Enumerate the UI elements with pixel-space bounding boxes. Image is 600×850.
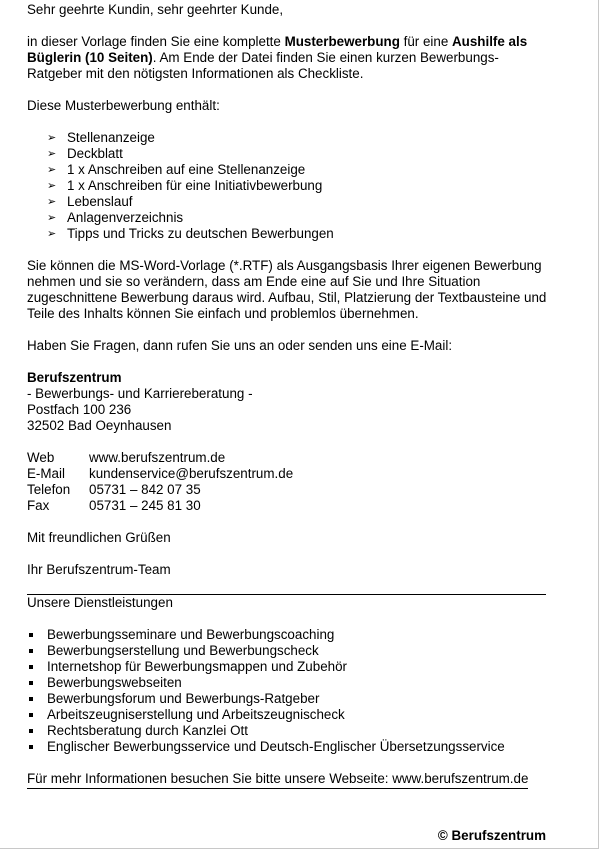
greeting: Sehr geehrte Kundin, sehr geehrter Kunde,	[27, 2, 284, 17]
company-name: Berufszentrum	[27, 370, 122, 385]
company-city: 32502 Bad Oeynhausen	[27, 418, 172, 433]
contents-list	[27, 130, 547, 242]
square-bullet-icon	[29, 649, 33, 653]
signature: Ihr Berufszentrum-Team	[27, 562, 171, 577]
contact-fax: 05731 – 245 81 30	[89, 498, 201, 513]
arrow-bullet-icon: ➢	[47, 148, 57, 160]
list-item: ➢ Deckblatt	[47, 146, 123, 161]
services-list	[27, 627, 547, 755]
copyright-notice: © Berufszentrum	[437, 828, 546, 843]
arrow-bullet-icon: ➢	[47, 132, 57, 144]
square-bullet-icon	[29, 681, 33, 685]
square-bullet-icon	[29, 697, 33, 701]
usage-paragraph: Sie können die MS-Word-Vorlage (*.RTF) als Ausgangsbasis Ihrer eigenen Bewerbung nehmen und sie so verändern, dass am Ende eine auf Sie und Ihre Situation zugeschnittene Bewerbung daraus wird. Aufbau, Stil, Platzierung der Textbausteine und Teile des Inhalts können Sie einfach und problemlos übernehmen.	[27, 258, 547, 321]
square-bullet-icon	[29, 729, 33, 733]
list-item: Bewerbungsseminare und Bewerbungscoaching	[27, 627, 547, 643]
list-item: Internetshop für Bewerbungsmappen und Zubehör	[27, 659, 547, 675]
intro-text-3: . Am Ende der Datei finden Sie einen kurzen Bewerbungs-Ratgeber mit den nötigsten Informationen als Checkliste.	[27, 50, 499, 81]
list-item: Bewerbungserstellung und Bewerbungscheck	[27, 643, 547, 659]
list-item: Englischer Bewerbungsservice und Deutsch-Englischer Übersetzungsservice	[27, 739, 547, 755]
arrow-bullet-icon: ➢	[47, 228, 57, 240]
table-row	[27, 466, 293, 482]
contact-table	[27, 450, 293, 514]
list-item: ➢ 1 x Anschreiben auf eine Stellenanzeige	[47, 162, 306, 177]
square-bullet-icon	[29, 633, 33, 637]
services-heading: Unsere Dienstleistungen	[27, 595, 173, 610]
list-item: Bewerbungswebseiten	[27, 675, 547, 691]
arrow-bullet-icon: ➢	[47, 212, 57, 224]
list-item: ➢ 1 x Anschreiben für eine Initiativbewerbung	[47, 178, 323, 193]
intro-bold-2: Aushilfe als Büglerin (10 Seiten)	[27, 34, 528, 65]
contact-email[interactable]: kundenservice@berufszentrum.de	[89, 466, 294, 481]
arrow-bullet-icon: ➢	[47, 164, 57, 176]
intro-paragraph	[27, 34, 547, 82]
intro-text-2: für eine	[399, 34, 452, 49]
letter-body	[27, 2, 547, 789]
square-bullet-icon	[29, 713, 33, 717]
arrow-bullet-icon: ➢	[47, 196, 57, 208]
table-row	[27, 482, 293, 498]
list-item: ➢ Stellenanzeige	[47, 130, 155, 145]
list-item: Arbeitszeugniserstellung und Arbeitszeugnischeck	[27, 707, 547, 723]
more-info-line	[27, 771, 547, 789]
company-postbox: Postfach 100 236	[27, 402, 132, 417]
list-item: ➢ Tipps und Tricks zu deutschen Bewerbungen	[47, 226, 334, 241]
company-tagline: - Bewerbungs- und Karriereberatung -	[27, 386, 253, 401]
closing: Mit freundlichen Grüßen	[27, 530, 171, 545]
list-item: ➢ Anlagenverzeichnis	[47, 210, 184, 225]
list-item: ➢ Lebenslauf	[47, 194, 133, 209]
contents-heading: Diese Musterbewerbung enthält:	[27, 98, 220, 113]
arrow-bullet-icon: ➢	[47, 180, 57, 192]
list-item: Bewerbungsforum und Bewerbungs-Ratgeber	[27, 691, 547, 707]
contact-label: Web	[27, 450, 55, 465]
questions-paragraph: Haben Sie Fragen, dann rufen Sie uns an oder senden uns eine E-Mail:	[27, 338, 453, 353]
contact-label: E-Mail	[27, 466, 65, 481]
contact-label: Telefon	[27, 482, 71, 497]
table-row	[27, 450, 293, 466]
contact-phone: 05731 – 842 07 35	[89, 482, 201, 497]
square-bullet-icon	[29, 665, 33, 669]
intro-text-1: in dieser Vorlage finden Sie eine komplette	[27, 34, 285, 49]
contact-label: Fax	[27, 498, 50, 513]
list-item: Rechtsberatung durch Kanzlei Ott	[27, 723, 547, 739]
contact-web[interactable]: www.berufszentrum.de	[89, 450, 226, 465]
square-bullet-icon	[29, 745, 33, 749]
table-row	[27, 498, 293, 514]
intro-bold-1: Musterbewerbung	[284, 34, 400, 49]
more-info-link[interactable]: Für mehr Informationen besuchen Sie bitte unsere Webseite: www.berufszentrum.de	[27, 771, 528, 789]
